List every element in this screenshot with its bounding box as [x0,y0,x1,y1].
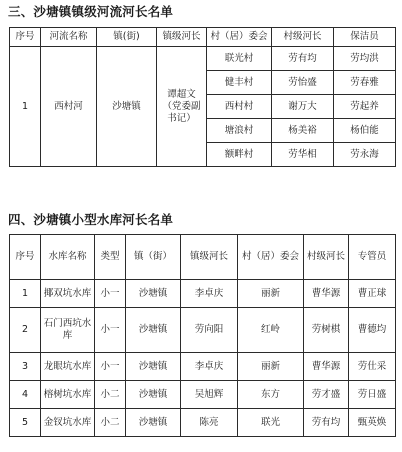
index-cell: 1 [10,280,41,308]
reservoir-name-cell: 石门西坑水库 [41,308,95,353]
table-row [10,308,396,353]
type-cell: 小二 [95,381,126,409]
header-cell: 村级河长 [304,235,349,280]
village-cell: 额畔村 [207,143,272,167]
table-row [10,353,396,381]
village-chief-cell: 谢万大 [272,95,334,119]
village-chief-cell: 曹华源 [304,353,349,381]
reservoir-name-cell: 龙眼坑水库 [41,353,95,381]
index-cell: 1 [10,47,41,167]
town-cell: 沙塘镇 [126,409,181,437]
header-cell: 镇级河长 [181,235,238,280]
village-chief-cell: 劳华相 [272,143,334,167]
type-cell: 小一 [95,353,126,381]
cleaner-cell: 劳起养 [334,95,396,119]
table-header-row [10,28,396,47]
village-chief-cell: 劳有均 [272,47,334,71]
village-cell: 丽新 [238,353,304,381]
village-cell: 联光村 [207,47,272,71]
village-chief-cell: 曹华源 [304,280,349,308]
header-cell: 类型 [95,235,126,280]
town-river-chief-table [9,27,396,167]
village-cell: 联光 [238,409,304,437]
river-name-cell: 西村河 [41,47,97,167]
town-chief-role: （党委副 [162,100,201,112]
header-cell: 镇（街） [126,235,181,280]
town-chief-cell: 李卓庆 [181,280,238,308]
village-chief-cell: 劳有均 [304,409,349,437]
reservoir-chief-table [9,234,396,437]
header-cell: 河流名称 [41,28,97,47]
cleaner-cell: 劳均洪 [334,47,396,71]
town-chief-name: 谭超文 [167,88,196,100]
cleaner-cell: 杨伯能 [334,119,396,143]
village-cell: 丽新 [238,280,304,308]
header-cell: 村（居）委会 [238,235,304,280]
table-row [10,409,396,437]
header-cell: 保洁员 [334,28,396,47]
town-cell: 沙塘镇 [126,353,181,381]
town-chief-role-cont: 书记） [167,112,196,124]
village-cell: 塘浪村 [207,119,272,143]
village-cell: 健丰村 [207,71,272,95]
town-chief-cell [157,47,207,167]
village-cell: 红岭 [238,308,304,353]
header-cell: 村级河长 [272,28,334,47]
table-row [10,381,396,409]
cleaner-cell: 劳永海 [334,143,396,167]
header-cell: 镇级河长 [157,28,207,47]
header-cell: 序号 [10,235,41,280]
village-chief-cell: 劳树棋 [304,308,349,353]
index-cell: 5 [10,409,41,437]
reservoir-name-cell: 金钗坑水库 [41,409,95,437]
header-cell: 村（居）委会 [207,28,272,47]
manager-cell: 曹德均 [349,308,396,353]
town-chief-cell: 劳向阳 [181,308,238,353]
header-cell: 序号 [10,28,41,47]
type-cell: 小二 [95,409,126,437]
index-cell: 3 [10,353,41,381]
village-cell: 东方 [238,381,304,409]
header-cell: 镇(街) [97,28,157,47]
manager-cell: 曹正球 [349,280,396,308]
town-chief-cell: 李卓庆 [181,353,238,381]
type-cell: 小一 [95,308,126,353]
town-chief-cell: 陈亮 [181,409,238,437]
table-header-row [10,235,396,280]
reservoir-name-cell: 揶双坑水库 [41,280,95,308]
cleaner-cell: 劳春雅 [334,71,396,95]
manager-cell: 劳仕采 [349,353,396,381]
town-chief-cell: 吴旭辉 [181,381,238,409]
town-cell: 沙塘镇 [126,381,181,409]
header-cell: 水库名称 [41,235,95,280]
town-cell: 沙塘镇 [97,47,157,167]
section-title-small-reservoirs: 四、沙塘镇小型水库河长名单 [8,212,174,227]
section-title-town-rivers: 三、沙塘镇镇级河流河长名单 [8,4,174,19]
town-cell: 沙塘镇 [126,308,181,353]
header-cell: 专管员 [349,235,396,280]
index-cell: 2 [10,308,41,353]
manager-cell: 甄英焕 [349,409,396,437]
village-chief-cell: 劳才盛 [304,381,349,409]
town-cell: 沙塘镇 [126,280,181,308]
manager-cell: 劳日盛 [349,381,396,409]
village-cell: 西村村 [207,95,272,119]
village-chief-cell: 杨美裕 [272,119,334,143]
table-row [10,280,396,308]
table-row [10,47,396,71]
type-cell: 小一 [95,280,126,308]
index-cell: 4 [10,381,41,409]
reservoir-name-cell: 榕树坑水库 [41,381,95,409]
village-chief-cell: 劳怡盛 [272,71,334,95]
